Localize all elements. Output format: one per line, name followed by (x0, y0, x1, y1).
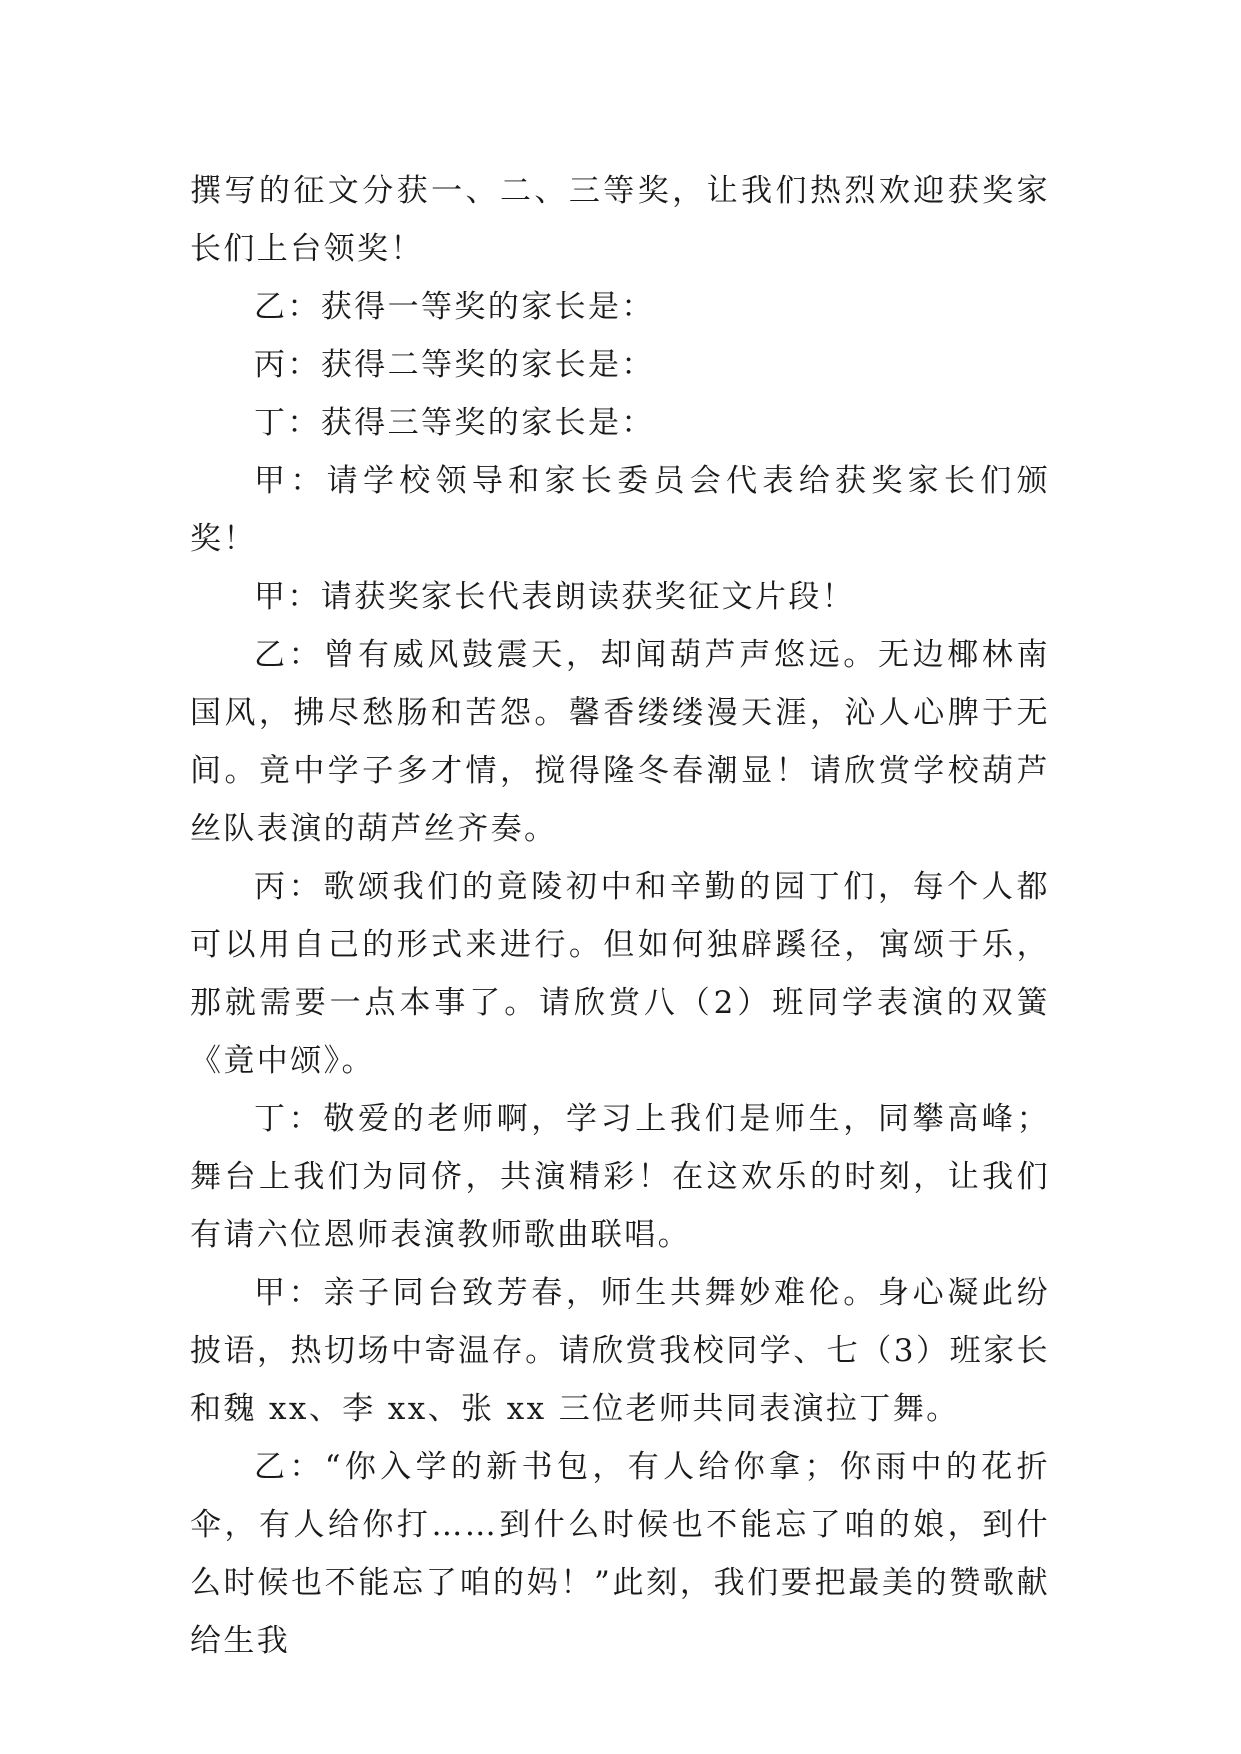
paragraph-6: 甲：请获奖家长代表朗读获奖征文片段！ (254, 579, 856, 615)
paragraph-11: 乙：“你入学的新书包，有人给你拿；你雨中的花折伞，有人给你打……到什么时候也不能忘了咱的娘，到什么时候也不能忘了咱的妈！”此刻，我们要把最美的赞歌献给生我 (190, 1449, 1050, 1659)
paragraph-7: 乙：曾有威风鼓震天，却闻葫芦声悠远。无边椰林南国风，拂尽愁肠和苦怨。馨香缕缕漫天涯，沁人心脾于无间。竟中学子多才情，搅得隆冬春潮显！请欣赏学校葫芦丝队表演的葫芦丝齐奏。 (190, 637, 1050, 847)
paragraph-1: 撰写的征文分获一、二、三等奖，让我们热烈欢迎获奖家长们上台领奖！ (190, 173, 1050, 267)
paragraph-2: 乙：获得一等奖的家长是： (254, 289, 655, 325)
paragraph-4: 丁：获得三等奖的家长是： (254, 405, 655, 441)
paragraph-8: 丙：歌颂我们的竟陵初中和辛勤的园丁们，每个人都可以用自己的形式来进行。但如何独辟蹊径，寓颂于乐，那就需要一点本事了。请欣赏八（2）班同学表演的双簧《竟中颂》。 (190, 869, 1050, 1079)
document-body (190, 162, 1050, 1670)
paragraph-9: 丁：敬爱的老师啊，学习上我们是师生，同攀高峰；舞台上我们为同侪，共演精彩！在这欢乐的时刻，让我们有请六位恩师表演教师歌曲联唱。 (190, 1101, 1050, 1253)
paragraph-5: 甲：请学校领导和家长委员会代表给获奖家长们颁奖！ (190, 463, 1050, 557)
paragraph-10: 甲：亲子同台致芳春，师生共舞妙难伦。身心凝此纷披语，热切场中寄温存。请欣赏我校同学、七（3）班家长和魏 xx、李 xx、张 xx 三位老师共同表演拉丁舞。 (190, 1275, 1050, 1427)
paragraph-3: 丙：获得二等奖的家长是： (254, 347, 655, 383)
